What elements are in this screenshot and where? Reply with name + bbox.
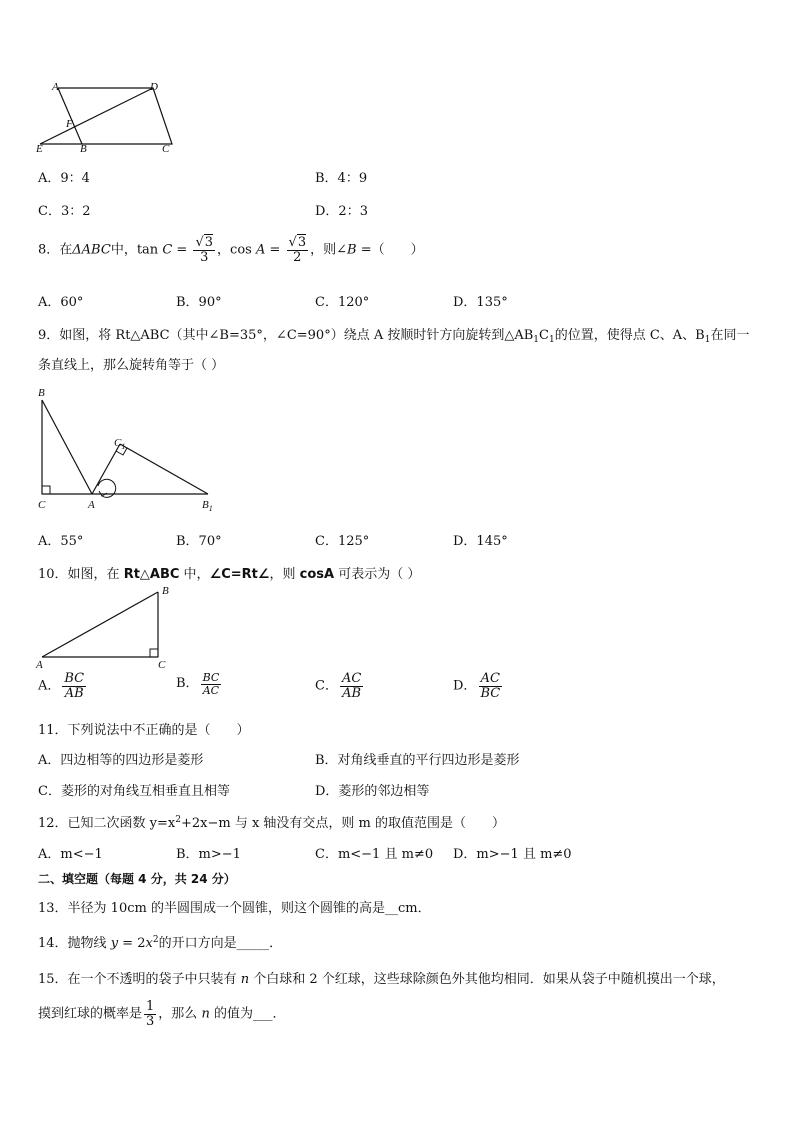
fig2-label-B1: $B_1$ (202, 499, 213, 513)
fig3-label-A: A (36, 659, 43, 671)
q14-eq: = 2 (118, 936, 146, 951)
q12-stem (38, 812, 505, 831)
q10-option-d[interactable] (453, 672, 504, 700)
q15-text-e: 的值为___． (209, 1006, 286, 1022)
q8-comma: ， (217, 242, 231, 258)
q15-stem-line1 (38, 968, 725, 987)
q8-stem (38, 236, 424, 264)
q8-eq2: = (265, 242, 285, 258)
q10-option-c-label: C． (315, 678, 338, 694)
q15-var-n2: n (201, 1006, 210, 1022)
q10-option-b-frac: $\frac{BC}{AC}$ (202, 671, 220, 697)
q7-option-d[interactable]: D．2：3 (315, 204, 368, 219)
q10-stem (38, 563, 420, 582)
q9-option-a[interactable]: A．55° (38, 534, 84, 549)
q10-option-d-frac: $\frac{AC}{BC}$ (480, 671, 501, 701)
q8-triangle: ΔABC (72, 242, 111, 258)
q13-stem: 13．半径为 10cm 的半圆围成一个圆锥，则这个圆锥的高是__cm． (38, 901, 431, 916)
q7-option-c[interactable]: C．3：2 (38, 204, 91, 219)
q8-den2: 2 (293, 249, 302, 265)
q8-mid: 中， (110, 242, 137, 258)
q14-stem (38, 932, 282, 951)
q12-option-b[interactable]: B．m>−1 (176, 847, 241, 862)
fig3-label-B: B (162, 585, 169, 597)
q8-cos: cos (230, 242, 252, 258)
q8-var-b: B (347, 242, 357, 258)
q9-text-b: C (539, 328, 549, 343)
q10-option-c[interactable] (315, 672, 365, 700)
q10-option-b-label: B． (176, 676, 199, 692)
fig1-label-A: A (52, 81, 59, 93)
q14-var-y: y (110, 936, 119, 951)
q8-frac-cos: $\frac{√3}{2}$ (288, 235, 307, 265)
fig2-label-B: B (38, 387, 45, 399)
q9-option-b[interactable]: B．70° (176, 534, 222, 549)
q12-option-a[interactable]: A．m<−1 (38, 847, 103, 862)
fig2-label-A: A (88, 499, 95, 511)
q8-option-d[interactable]: D．135° (453, 295, 508, 310)
q10-mid: 中， (179, 567, 210, 582)
fig1-label-B: B (80, 143, 87, 155)
q14-text-b: 的开口方向是_____． (158, 936, 283, 951)
q10-cosa: cosA (299, 567, 335, 582)
q9-option-d[interactable]: D．145° (453, 534, 508, 549)
q10-option-c-frac: $\frac{AC}{AB}$ (341, 671, 362, 701)
fig1-label-F: F (66, 118, 73, 130)
q10-prefix: 10．如图，在 (38, 567, 124, 582)
q10-option-a-frac: $\frac{BC}{AB}$ (64, 671, 85, 701)
q15-var-n1: n (240, 972, 250, 987)
q11-option-a[interactable]: A．四边相等的四边形是菱形 (38, 753, 204, 768)
q7-option-a[interactable]: A．9：4 (38, 171, 90, 186)
q8-option-c[interactable]: C．120° (315, 295, 370, 310)
q15-stem-line2 (38, 1000, 285, 1028)
q8-option-b[interactable]: B．90° (176, 295, 222, 310)
fig1-label-D: D (150, 81, 158, 93)
q11-option-b[interactable]: B．对角线垂直的平行四边形是菱形 (315, 753, 520, 768)
figure-rotation (30, 380, 230, 515)
q8-prefix: 8．在 (38, 242, 73, 258)
q9-text-c: 的位置，使得点 C、A、B (554, 328, 705, 343)
q8-eq1: = (172, 242, 192, 258)
q8-option-a[interactable]: A．60° (38, 295, 84, 310)
q8-then: ，则∠ (310, 242, 348, 258)
figure-right-triangle (30, 582, 180, 672)
q10-option-b[interactable] (176, 672, 223, 696)
q12-text-b: +2x−m 与 x 轴没有交点，则 m 的取值范围是（ ） (180, 816, 506, 831)
q8-sqrt3-b: 3 (297, 235, 307, 250)
q7-option-b[interactable]: B．4：9 (315, 171, 368, 186)
fig1-label-C: C (162, 143, 170, 155)
q15-text-d: ，那么 (158, 1006, 202, 1022)
q11-stem: 11．下列说法中不正确的是（ ） (38, 723, 250, 738)
q8-sqrt3-a: 3 (204, 235, 214, 250)
q10-option-d-label: D． (453, 678, 477, 694)
q10-triangle: Rt△ABC (123, 567, 180, 582)
q9-text-d: 在同一 (710, 328, 750, 343)
q9-stem-line1 (38, 324, 750, 345)
q10-tail: 可表示为（ ） (334, 567, 421, 582)
fig1-label-E: E (36, 143, 43, 155)
q10-option-a[interactable] (38, 672, 88, 700)
q15-text-b: 个白球和 2 个红球，这些球除颜色外其他均相同．如果从袋子中随机摸出一个球， (249, 972, 725, 987)
q9-sub1: 1 (533, 335, 540, 345)
q15-text-c: 摸到红球的概率是 (38, 1006, 143, 1022)
q10-mid2: ，则 (269, 567, 300, 582)
q14-var-x: x (145, 936, 153, 951)
q9-stem-line2: 条直线上，那么旋转角等于（ ） (38, 358, 225, 373)
fig3-label-C: C (158, 659, 166, 671)
figure-parallelogram (30, 78, 190, 156)
q12-sup: 2 (175, 815, 181, 825)
q8-tail: =（ ） (356, 242, 424, 258)
q8-var-a: A (255, 242, 266, 258)
q15-text-a: 15．在一个不透明的袋子中只装有 (38, 972, 241, 987)
q9-text-a: 9．如图，将 Rt△ABC（其中∠B=35°，∠C=90°）绕点 A 按顺时针方向旋转到△AB (38, 328, 534, 343)
q11-option-c[interactable]: C．菱形的对角线互相垂直且相等 (38, 784, 230, 799)
q9-sub3: 1 (704, 335, 711, 345)
section-fill-in-heading: 二、填空题（每题 4 分，共 24 分） (38, 872, 236, 886)
q8-frac-tan: $\frac{√3}{3}$ (195, 235, 214, 265)
q12-text-a: 12．已知二次函数 y=x (38, 816, 176, 831)
q8-den1: 3 (200, 249, 209, 265)
q8-tan: tan (136, 242, 159, 258)
q10-option-a-label: A． (38, 678, 61, 694)
q11-option-d[interactable]: D．菱形的邻边相等 (315, 784, 430, 799)
q12-option-c[interactable]: C．m<−1 且 m≠0 (315, 847, 434, 862)
fig2-label-C: C (38, 499, 46, 511)
q14-text-a: 14．抛物线 (38, 936, 111, 951)
q12-option-d[interactable]: D．m>−1 且 m≠0 (453, 847, 572, 862)
q15-frac: $\frac{1}{3}$ (146, 999, 155, 1029)
q10-angle: ∠C=Rt∠ (209, 567, 270, 582)
q9-sub2: 1 (548, 335, 555, 345)
q14-sup: 2 (152, 935, 159, 945)
fig2-label-C1: $C_1$ (114, 437, 126, 451)
q8-var-c: C (162, 242, 173, 258)
q9-option-c[interactable]: C．125° (315, 534, 370, 549)
